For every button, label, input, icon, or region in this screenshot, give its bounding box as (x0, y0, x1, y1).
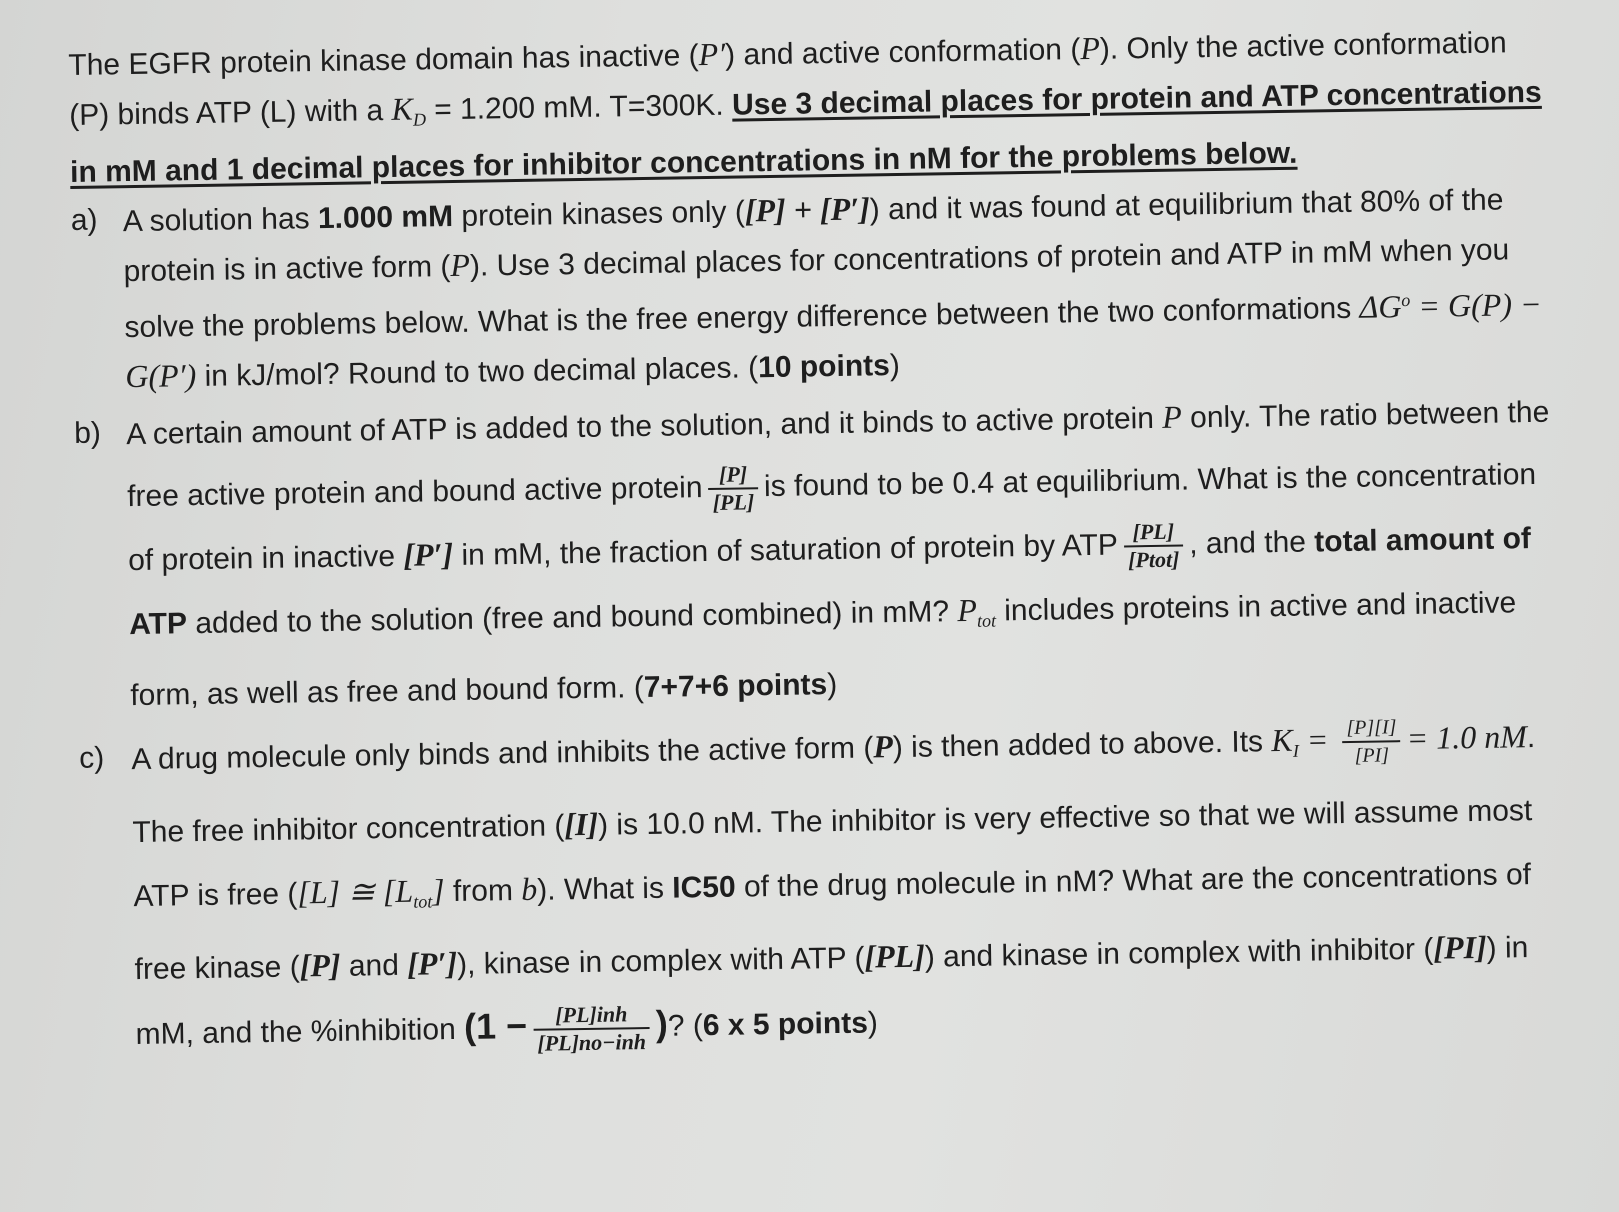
a-text-3: ) and it was found at equilibrium that 80% of the protein is in active form ( (123, 183, 1504, 289)
a-text-4: ). Use 3 decimal places for concentrations of protein and ATP in mM when you solve the problems below. What is the free energy difference between the two conformations (124, 233, 1510, 345)
question-b-label: b) (73, 416, 102, 450)
a-text-2: protein kinases only ( (452, 195, 746, 233)
c-ki-fraction (1342, 714, 1401, 769)
b-points: 7+7+6 points (643, 668, 828, 705)
c-text-9: ), kinase in complex with ATP ( (456, 941, 865, 982)
c-math-ltot-sub: tot (413, 891, 433, 912)
a-text-5: in kJ/mol? Round to two decimal places. ( (196, 351, 759, 394)
c-text-4: ) is 10.0 nM. The inhibitor is very effective so that we will assume most ATP is free ( (133, 794, 1533, 914)
b-text-3: is found to be 0.4 at equilibrium. What is the concentration of protein in inactive (127, 457, 1537, 578)
intro-math-pprime: P′ (698, 35, 726, 73)
b-saturation-denominator: [Ptot] (1127, 546, 1180, 573)
c-math-ki: K (1271, 721, 1293, 759)
b-text-8: ) (826, 667, 838, 702)
question-a-label: a) (70, 203, 98, 237)
c-text-3: . The free inhibitor concentration ( (132, 721, 1536, 850)
c-text-5: from (444, 873, 522, 909)
c-paren-open: (1 − (463, 1004, 528, 1047)
c-ki-value: = 1.0 nM (1406, 718, 1528, 757)
c-text-10: ) and kinase in complex with inhibitor ( (924, 932, 1434, 974)
intro-text-2: ) and active conformation ( (724, 33, 1081, 72)
c-inhibition-denominator: [PL]no−inh (537, 1029, 647, 1056)
b-saturation-fraction (1123, 519, 1183, 574)
intro-paragraph (68, 17, 1550, 197)
c-text-8: and (340, 948, 408, 983)
b-math-ptot-sub: tot (976, 610, 997, 631)
a-math-sum: [P] + [P′] (744, 190, 871, 229)
b-total-atp: total amount of ATP (128, 522, 1532, 642)
c-paren-close: ) (655, 1002, 669, 1044)
a-text-1: A solution has (122, 202, 319, 239)
c-ic50: IC50 (671, 870, 736, 905)
a-math-dg-sup: o (1401, 289, 1411, 311)
a-concentration: 1.000 mM (317, 199, 454, 236)
c-ki-denominator: [PI] (1354, 744, 1390, 767)
c-text-13: ) (867, 1006, 879, 1040)
intro-text-4: = 1.200 mM. T=300K. (425, 88, 733, 127)
b-text-7: includes proteins in active and inactive form, as well as free and bound form. ( (130, 586, 1517, 713)
a-text-6: ) (889, 348, 901, 383)
a-math-dg-def: = G(P) − G(P′) (125, 285, 1542, 395)
b-text-1: A certain amount of ATP is added to the solution, and it binds to active protein (125, 401, 1163, 452)
a-math-dg: ΔG (1359, 288, 1402, 325)
b-math-p: P (1161, 398, 1183, 435)
c-inhibition-fraction (533, 1001, 651, 1057)
c-math-free-p: [P] (299, 946, 341, 984)
intro-instruction: Use 3 decimal places for protein and ATP concentrations in mM and 1 decimal places for inhibitor concentrations in nM for the problems below. (69, 75, 1542, 189)
c-math-free-pprime: [P′] (406, 945, 458, 982)
c-math-ki-eq: = (1298, 721, 1329, 758)
b-ratio-denominator: [PL] (712, 489, 755, 516)
c-text-7: of the drug molecule in nM? What are the concentrations of free kinase ( (134, 858, 1532, 987)
b-math-ptot: P (957, 591, 978, 629)
c-math-pi: [PI] (1433, 928, 1487, 966)
intro-math-p: P (1079, 29, 1101, 67)
question-a (70, 174, 1553, 403)
c-math-l: [L] ≅ [L (297, 872, 414, 911)
c-math-l-end: ] (431, 872, 445, 909)
c-inhibition-numerator: [PL]inh (533, 1001, 650, 1031)
c-math-i: [I] (564, 805, 599, 843)
b-text-2: only. The ratio between the free active protein and bound active protein (126, 395, 1550, 514)
c-ki-numerator: [P][I] (1342, 714, 1400, 743)
b-text-6: added to the solution (free and bound combined) in mM? (186, 595, 958, 641)
a-math-p: P (450, 246, 471, 284)
intro-kd-sub: D (412, 109, 427, 130)
question-c (79, 705, 1564, 1067)
intro-text-3: ). Only the active conformation (P) binds ATP (L) with a (68, 26, 1507, 132)
intro-text-1: The EGFR protein kinase domain has inactive ( (68, 39, 699, 82)
question-c-label: c) (79, 741, 105, 775)
c-points: 6 x 5 points (702, 1006, 869, 1043)
b-ratio-numerator: [P] (708, 461, 758, 490)
b-saturation-numerator: [PL] (1123, 519, 1183, 548)
c-text-2: ) is then added to above. Its (892, 725, 1272, 765)
intro-kd: K (391, 90, 414, 127)
question-b (74, 380, 1559, 728)
c-text-11: ) in mM, and the %inhibition (135, 931, 1529, 1052)
c-math-ki-sub: I (1292, 740, 1300, 761)
b-math-pprime: [P′] (403, 536, 454, 573)
c-text-1: A drug molecule only binds and inhibits the active form ( (131, 731, 874, 777)
b-ratio-fraction (708, 461, 758, 516)
a-points: 10 points (757, 349, 891, 385)
c-math-p: P (872, 728, 894, 765)
b-text-5: , and the (1188, 525, 1315, 561)
problem-text (68, 17, 1564, 1067)
c-math-pl: [PL] (864, 937, 926, 975)
c-math-b: b (520, 870, 538, 907)
c-text-12: ? ( (667, 1009, 704, 1043)
b-text-4: in mM, the fraction of saturation of protein by ATP (452, 528, 1119, 573)
c-text-6: ). What is (536, 871, 673, 907)
